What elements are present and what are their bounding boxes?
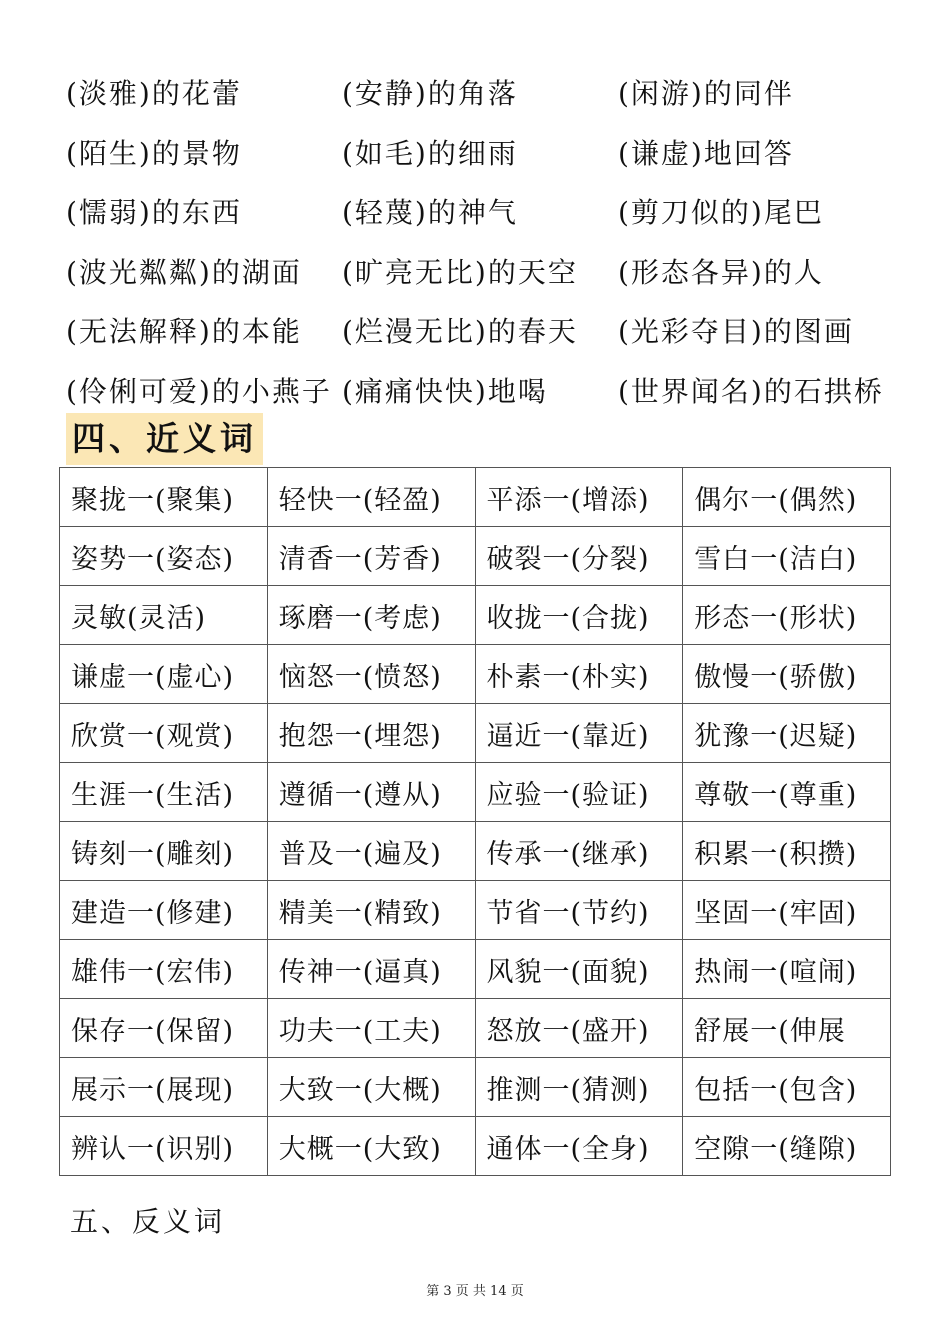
table-cell: 节省一(节约) bbox=[475, 881, 683, 940]
table-cell: 生涯一(生活) bbox=[60, 763, 268, 822]
phrase-item: (闲游)的同伴 bbox=[618, 77, 794, 110]
table-cell: 普及一(遍及) bbox=[267, 822, 475, 881]
table-cell: 灵敏(灵活) bbox=[60, 586, 268, 645]
table-cell: 雄伟一(宏伟) bbox=[60, 940, 268, 999]
table-cell: 功夫一(工夫) bbox=[267, 999, 475, 1058]
table-cell: 包括一(包含) bbox=[683, 1058, 891, 1117]
section-heading-antonyms: 五、反义词 bbox=[70, 1205, 226, 1238]
table-row bbox=[60, 881, 891, 940]
table-cell: 平添一(增添) bbox=[475, 468, 683, 527]
table-row bbox=[60, 704, 891, 763]
table-cell: 恼怒一(愤怒) bbox=[267, 645, 475, 704]
table-cell: 应验一(验证) bbox=[475, 763, 683, 822]
table-row bbox=[60, 763, 891, 822]
table-row bbox=[60, 1058, 891, 1117]
table-cell: 铸刻一(雕刻) bbox=[60, 822, 268, 881]
phrase-item: (懦弱)的东西 bbox=[66, 196, 242, 229]
table-cell: 琢磨一(考虑) bbox=[267, 586, 475, 645]
table-row bbox=[60, 527, 891, 586]
table-cell: 收拢一(合拢) bbox=[475, 586, 683, 645]
table-row bbox=[60, 1117, 891, 1176]
phrase-item: (淡雅)的花蕾 bbox=[66, 77, 242, 110]
table-row bbox=[60, 586, 891, 645]
table-cell: 传承一(继承) bbox=[475, 822, 683, 881]
table-cell: 雪白一(洁白) bbox=[683, 527, 891, 586]
table-cell: 逼近一(靠近) bbox=[475, 704, 683, 763]
phrase-item: (陌生)的景物 bbox=[66, 136, 242, 170]
table-row bbox=[60, 468, 891, 527]
phrase-item: (波光粼粼)的湖面 bbox=[66, 255, 302, 289]
table-cell: 形态一(形状) bbox=[683, 586, 891, 645]
phrase-item: (剪刀似的)尾巴 bbox=[618, 196, 824, 229]
table-cell: 姿势一(姿态) bbox=[60, 527, 268, 586]
phrase-item: (谦虚)地回答 bbox=[618, 136, 794, 170]
table-row bbox=[60, 940, 891, 999]
table-cell: 尊敬一(尊重) bbox=[683, 763, 891, 822]
phrase-item: (安静)的角落 bbox=[342, 77, 518, 110]
section-heading-synonyms: 四、近义词 bbox=[66, 413, 263, 465]
table-cell: 大致一(大概) bbox=[267, 1058, 475, 1117]
table-cell: 犹豫一(迟疑) bbox=[683, 704, 891, 763]
phrase-item: (形态各异)的人 bbox=[618, 255, 824, 289]
table-cell: 保存一(保留) bbox=[60, 999, 268, 1058]
table-cell: 轻快一(轻盈) bbox=[267, 468, 475, 527]
table-cell: 抱怨一(埋怨) bbox=[267, 704, 475, 763]
table-cell: 傲慢一(骄傲) bbox=[683, 645, 891, 704]
table-cell: 展示一(展现) bbox=[60, 1058, 268, 1117]
table-cell: 积累一(积攒) bbox=[683, 822, 891, 881]
table-row bbox=[60, 999, 891, 1058]
phrase-item: (如毛)的细雨 bbox=[342, 136, 518, 170]
table-cell: 风貌一(面貌) bbox=[475, 940, 683, 999]
table-cell: 坚固一(牢固) bbox=[683, 881, 891, 940]
table-cell: 破裂一(分裂) bbox=[475, 527, 683, 586]
phrase-list bbox=[66, 64, 896, 421]
table-cell: 欣赏一(观赏) bbox=[60, 704, 268, 763]
phrase-item: (伶俐可爱)的小燕子 bbox=[66, 374, 332, 408]
table-cell: 聚拢一(聚集) bbox=[60, 468, 268, 527]
table-cell: 遵循一(遵从) bbox=[267, 763, 475, 822]
phrase-item: (烂漫无比)的春天 bbox=[342, 315, 578, 348]
phrase-item: (世界闻名)的石拱桥 bbox=[618, 374, 884, 408]
table-cell: 怒放一(盛开) bbox=[475, 999, 683, 1058]
table-cell: 辨认一(识别) bbox=[60, 1117, 268, 1176]
phrase-item: (无法解释)的本能 bbox=[66, 315, 302, 348]
table-cell: 传神一(逼真) bbox=[267, 940, 475, 999]
table-row bbox=[60, 822, 891, 881]
table-cell: 精美一(精致) bbox=[267, 881, 475, 940]
table-cell: 偶尔一(偶然) bbox=[683, 468, 891, 527]
table-cell: 谦虚一(虚心) bbox=[60, 645, 268, 704]
phrase-item: (旷亮无比)的天空 bbox=[342, 255, 578, 289]
table-cell: 通体一(全身) bbox=[475, 1117, 683, 1176]
phrase-item: (光彩夺目)的图画 bbox=[618, 315, 854, 348]
phrase-item: (痛痛快快)地喝 bbox=[342, 374, 548, 408]
table-cell: 推测一(猜测) bbox=[475, 1058, 683, 1117]
table-row bbox=[60, 645, 891, 704]
page-footer: 第 3 页 共 14 页 bbox=[426, 1284, 524, 1299]
table-cell: 清香一(芳香) bbox=[267, 527, 475, 586]
table-cell: 舒展一(伸展 bbox=[683, 999, 891, 1058]
phrase-item: (轻蔑)的神气 bbox=[342, 196, 518, 229]
table-cell: 热闹一(喧闹) bbox=[683, 940, 891, 999]
table-cell: 空隙一(缝隙) bbox=[683, 1117, 891, 1176]
synonym-table bbox=[59, 467, 891, 1176]
table-cell: 大概一(大致) bbox=[267, 1117, 475, 1176]
table-cell: 朴素一(朴实) bbox=[475, 645, 683, 704]
table-cell: 建造一(修建) bbox=[60, 881, 268, 940]
